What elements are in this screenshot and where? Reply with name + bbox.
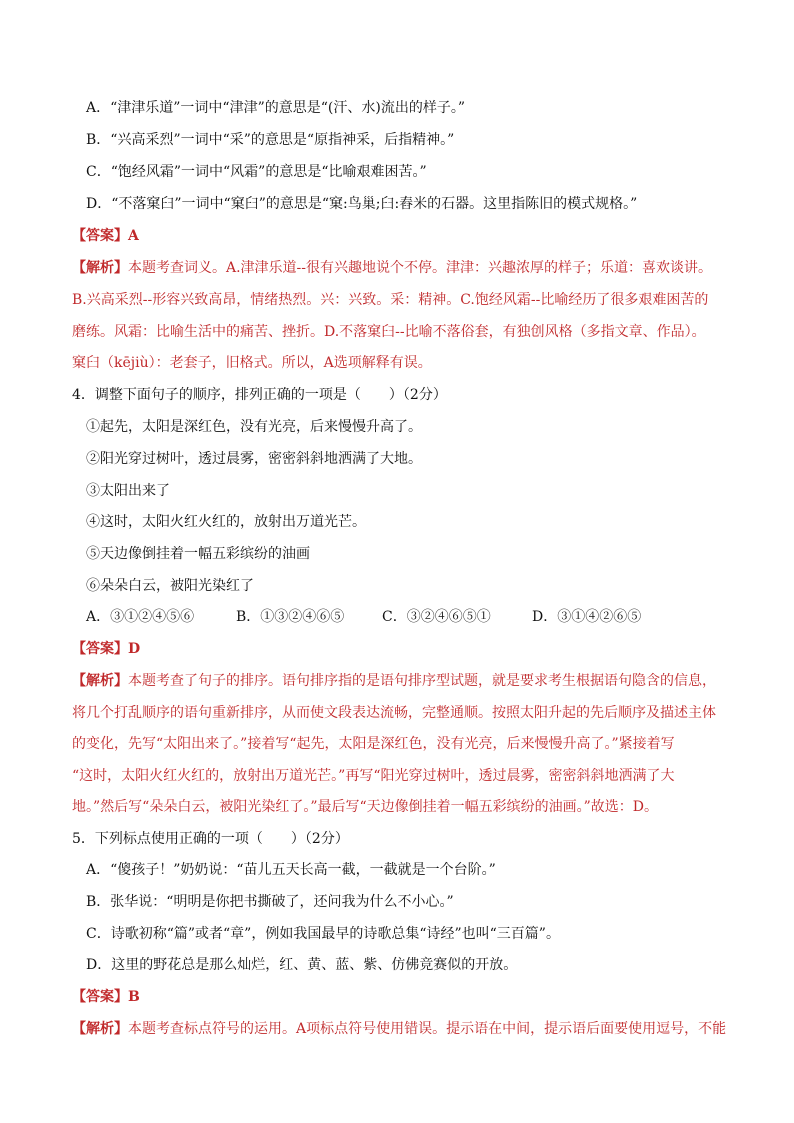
q3-option-d: D．“不落窠臼”一词中“窠臼”的意思是“窠:鸟巢;臼:舂米的石器。这里指陈旧的模式规格。”	[86, 196, 638, 212]
analysis-tag: 【解析】	[72, 673, 128, 689]
analysis-text: 本题考查标点符号的运用。A项标点符号使用错误。提示语在中间，提示语后面要使用逗号，不能	[128, 1021, 727, 1037]
q4-analysis-line-3: 的变化，先写“太阳出来了。”接着写“起先，太阳是深红色，没有光亮，后来慢慢升高了。”紧接着写	[72, 736, 675, 752]
q4-analysis-line-5: 地。”然后写“朵朵白云，被阳光染红了。”最后写“天边像倒挂着一幅五彩缤纷的油画。”故选：D。	[72, 799, 659, 815]
analysis-text: 本题考查了句子的排序。语句排序指的是语句排序型试题，就是要求考生根据语句隐含的信息，	[128, 673, 716, 689]
q5-option-c: C．诗歌初称“篇”或者“章”，例如我国最早的诗歌总集“诗经”也叫“三百篇”。	[86, 926, 560, 942]
q5-option-a: A．“傻孩子！”奶奶说：“苗儿五天长高一截，一截就是一个台阶。”	[86, 862, 496, 878]
q4-sentence-2: ②阳光穿过树叶，透过晨雾，密密斜斜地洒满了大地。	[86, 451, 422, 467]
q5-stem: 5．下列标点使用正确的一项（ ）（2分）	[72, 831, 349, 847]
q5-option-d: D．这里的野花总是那么灿烂，红、黄、蓝、紫、仿佛竞赛似的开放。	[86, 957, 518, 973]
q4-analysis-line-1	[72, 671, 716, 691]
q5-analysis-line-1	[72, 1019, 726, 1039]
q4-sentence-3: ③太阳出来了	[86, 483, 170, 499]
q4-choice-d: D．③①④②⑥⑤	[532, 609, 642, 625]
q4-sentence-4: ④这时，太阳火红火红的，放射出万道光芒。	[86, 514, 366, 530]
q4-choice-b: B．①③②④⑥⑤	[236, 609, 345, 625]
q4-choice-c: C．③②④⑥⑤①	[382, 609, 491, 625]
q4-sentence-5: ⑤天边像倒挂着一幅五彩缤纷的油画	[86, 546, 310, 562]
analysis-tag: 【解析】	[72, 260, 128, 276]
answer-tag: 【答案】	[72, 989, 128, 1005]
q3-analysis-line-3: 磨练。风霜：比喻生活中的痛苦、挫折。D.不落窠臼--比喻不落俗套，有独创风格（多指文章、作品）。	[72, 324, 706, 340]
q3-analysis-line-2: B.兴高采烈--形容兴致高昂，情绪热烈。兴：兴致。采：精神。C.饱经风霜--比喻经历了很多艰难困苦的	[72, 292, 709, 308]
q3-option-c: C．“饱经风霜”一词中“风霜”的意思是“比喻艰难困苦。”	[86, 164, 427, 180]
q4-choices	[86, 607, 641, 627]
answer-tag: 【答案】	[72, 228, 128, 244]
q3-option-b: B．“兴高采烈”一词中“采”的意思是“原指神采，后指精神。”	[86, 132, 455, 148]
q5-answer	[72, 987, 140, 1007]
analysis-tag: 【解析】	[72, 1021, 128, 1037]
q3-analysis-line-1	[72, 258, 712, 278]
q4-analysis-line-2: 将几个打乱顺序的语句重新排序，从而使文段表达流畅，完整通顺。按照太阳升起的先后顺序及描述主体	[72, 705, 716, 721]
q3-answer	[72, 226, 139, 246]
q3-option-a: A．“津津乐道”一词中“津津”的意思是“(汗、水)流出的样子。”	[86, 100, 465, 116]
answer-value: B	[128, 989, 140, 1005]
q4-sentence-6: ⑥朵朵白云，被阳光染红了	[86, 578, 254, 594]
analysis-text: 本题考查词义。A.津津乐道--很有兴趣地说个不停。津津：兴趣浓厚的样子；乐道：喜欢谈讲。	[128, 260, 713, 276]
answer-value: A	[128, 228, 139, 244]
q4-choice-a: A．③①②④⑤⑥	[86, 609, 195, 625]
q5-option-b: B．张华说：“明明是你把书撕破了，还问我为什么不小心。”	[86, 894, 454, 910]
q4-stem: 4．调整下面句子的顺序，排列正确的一项是（ ）（2分）	[72, 387, 447, 403]
answer-tag: 【答案】	[72, 641, 128, 657]
answer-value: D	[128, 641, 141, 657]
q4-analysis-line-4: “这时，太阳火红火红的，放射出万道光芒。”再写“阳光穿过树叶，透过晨雾，密密斜斜地洒满了大	[72, 768, 675, 784]
q3-analysis-line-4: 窠臼（kējiù）：老套子，旧格式。所以，A选项解释有误。	[72, 355, 432, 371]
q4-answer	[72, 639, 140, 659]
q4-sentence-1: ①起先，太阳是深红色，没有光亮，后来慢慢升高了。	[86, 419, 422, 435]
